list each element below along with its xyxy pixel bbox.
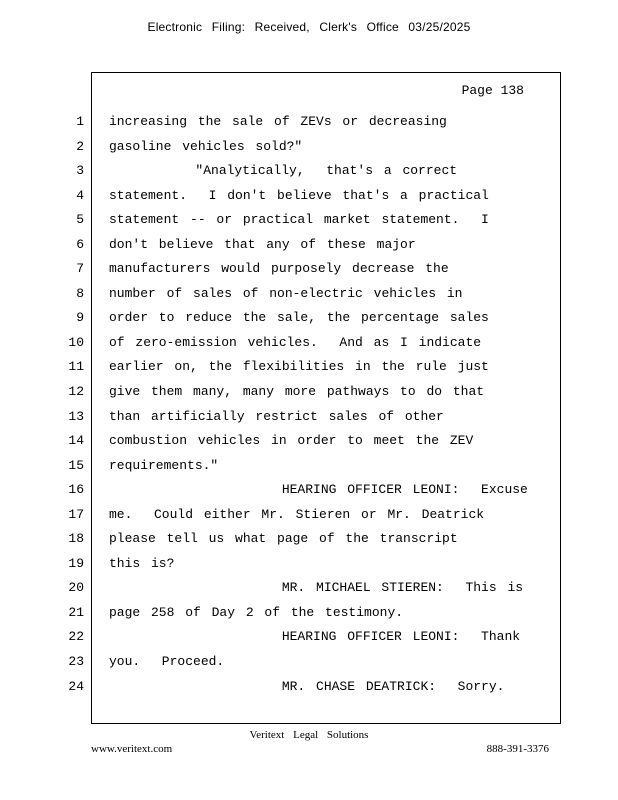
transcript-line: of zero-emission vehicles. And as I indicate — [109, 334, 482, 350]
transcript-line: this is? — [109, 555, 175, 571]
transcript-line: me. Could either Mr. Stieren or Mr. Deatrick — [109, 506, 485, 522]
line-number: 23 — [68, 654, 84, 670]
transcript-line: gasoline vehicles sold?" — [109, 138, 303, 154]
line-number: 14 — [68, 433, 84, 449]
transcript-line: than artificially restrict sales of other — [109, 408, 444, 424]
transcript-line: don't believe that any of these major — [109, 236, 416, 252]
line-number: 5 — [76, 212, 84, 228]
line-number: 18 — [68, 531, 84, 547]
line-number: 13 — [68, 408, 84, 424]
line-number: 22 — [68, 629, 84, 645]
transcript-line: "Analytically, that's a correct — [109, 163, 458, 179]
line-number: 9 — [76, 310, 84, 326]
line-number: 7 — [76, 261, 84, 277]
line-number: 21 — [68, 604, 84, 620]
line-number: 6 — [76, 236, 84, 252]
transcript-line: give them many, many more pathways to do that — [109, 384, 485, 400]
transcript-line: HEARING OFFICER LEONI: Thank — [109, 629, 521, 645]
line-number: 8 — [76, 285, 84, 301]
line-number: 20 — [68, 580, 84, 596]
transcript-line: number of sales of non-electric vehicles in — [109, 285, 463, 301]
footer-company-name: Veritext Legal Solutions — [249, 729, 369, 741]
line-number: 19 — [68, 555, 84, 571]
transcript-line: statement. I don't believe that's a practical — [109, 187, 489, 203]
page-number: Page 138 — [461, 83, 524, 98]
line-number-column — [60, 112, 84, 701]
line-number: 4 — [76, 187, 84, 203]
line-number: 24 — [68, 678, 84, 694]
transcript-line: order to reduce the sale, the percentage sales — [109, 310, 489, 326]
transcript-line: requirements." — [109, 457, 219, 473]
line-number: 2 — [76, 138, 84, 154]
line-number: 17 — [68, 506, 84, 522]
line-number: 1 — [76, 114, 84, 129]
transcript-line: you. Proceed. — [109, 654, 225, 670]
transcript-line: HEARING OFFICER LEONI: Excuse — [109, 482, 528, 498]
footer-phone: 888-391-3376 — [486, 743, 549, 755]
transcript-line: combustion vehicles in order to meet the ZEV — [109, 433, 474, 449]
transcript-line: earlier on, the flexibilities in the rule just — [109, 359, 489, 375]
line-number: 3 — [76, 163, 84, 179]
line-number: 10 — [68, 334, 84, 350]
line-number: 11 — [68, 359, 84, 375]
transcript-line: manufacturers would purposely decrease the — [109, 261, 449, 277]
line-number: 12 — [68, 384, 84, 400]
transcript-line: increasing the sale of ZEVs or decreasing — [109, 114, 447, 129]
transcript-body — [109, 112, 549, 701]
transcript-line: statement -- or practical market statement. I — [109, 212, 489, 228]
footer-website: www.veritext.com — [91, 743, 173, 755]
transcript-line: page 258 of Day 2 of the testimony. — [109, 604, 404, 620]
line-number: 16 — [68, 482, 84, 498]
transcript-line: MR. MICHAEL STIEREN: This is — [109, 580, 524, 596]
filing-stamp: Electronic Filing: Received, Clerk's Office 03/25/2025 — [147, 20, 471, 34]
transcript-line: please tell us what page of the transcript — [109, 531, 458, 547]
transcript-line: MR. CHASE DEATRICK: Sorry. — [109, 678, 505, 694]
line-number: 15 — [68, 457, 84, 473]
